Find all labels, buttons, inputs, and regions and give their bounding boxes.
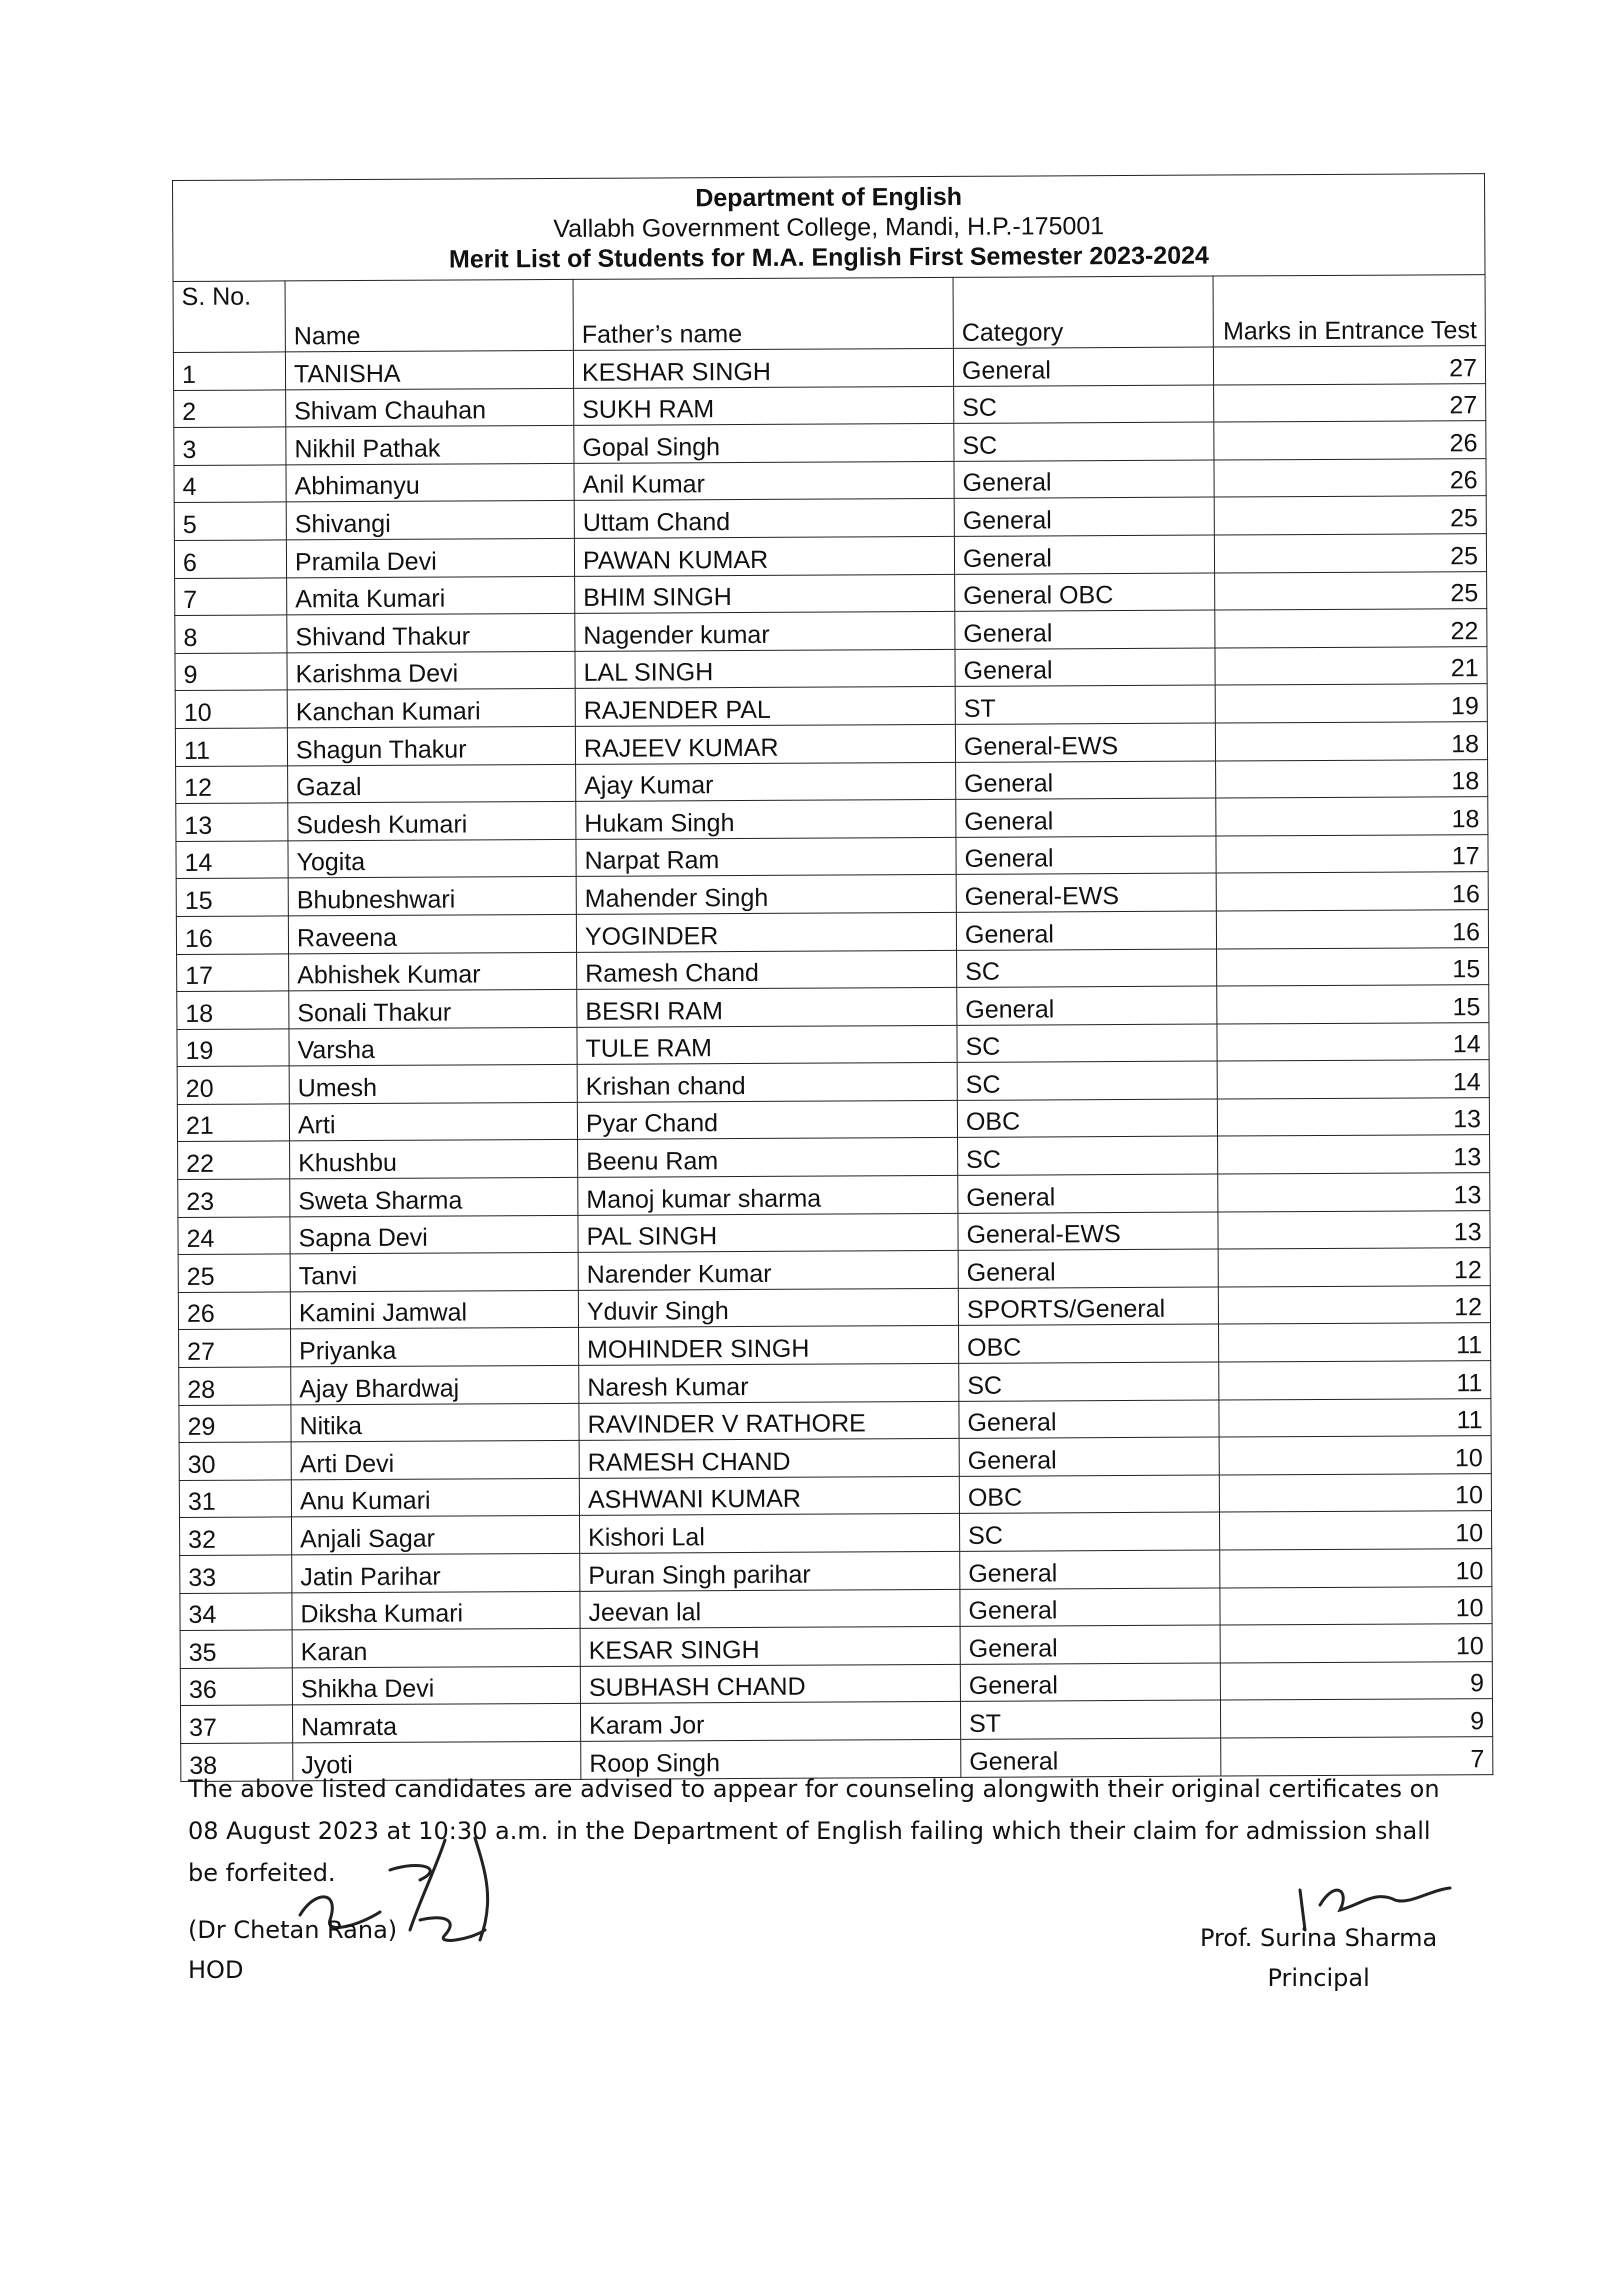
cell-name: Namrata [292, 1704, 580, 1743]
cell-marks: 18 [1216, 759, 1488, 798]
cell-category: General [956, 836, 1216, 875]
cell-sno: 18 [177, 991, 289, 1029]
cell-name: Arti Devi [291, 1441, 579, 1480]
cell-sno: 7 [175, 577, 287, 615]
cell-sno: 9 [175, 653, 287, 691]
cell-category: General [956, 798, 1216, 837]
cell-name: Jyoti [293, 1741, 581, 1780]
cell-name: Shikha Devi [292, 1666, 580, 1705]
col-header-name: Name [285, 279, 573, 352]
student-rows [173, 346, 1493, 1781]
cell-category: General [954, 460, 1214, 499]
cell-marks: 13 [1218, 1210, 1490, 1249]
cell-category: General [960, 1550, 1220, 1589]
cell-name: Shivangi [286, 501, 574, 540]
hod-title: HOD [188, 1956, 244, 1984]
department-title: Department of English [695, 182, 963, 213]
cell-father-name: Roop Singh [581, 1739, 961, 1779]
cell-category: General [960, 1625, 1220, 1664]
cell-name: Bhubneshwari [288, 877, 576, 916]
cell-name: Abhishek Kumar [289, 952, 577, 991]
cell-name: Nitika [291, 1403, 579, 1442]
cell-marks: 9 [1220, 1661, 1492, 1700]
cell-marks: 10 [1219, 1436, 1491, 1475]
cell-marks: 10 [1220, 1586, 1492, 1625]
cell-sno: 37 [180, 1705, 292, 1743]
cell-name: Yogita [288, 839, 576, 878]
cell-sno: 4 [174, 465, 286, 503]
cell-marks: 25 [1215, 571, 1487, 610]
cell-name: Ajay Bhardwaj [291, 1365, 579, 1404]
document-heading [173, 174, 1486, 282]
cell-father-name: TULE RAM [577, 1025, 957, 1065]
cell-sno: 13 [176, 803, 288, 841]
cell-category: General [956, 761, 1216, 800]
cell-name: TANISHA [285, 350, 573, 389]
cell-name: Sweta Sharma [290, 1177, 578, 1216]
cell-name: Khushbu [290, 1140, 578, 1179]
cell-sno: 14 [176, 841, 288, 879]
cell-father-name: Narender Kumar [578, 1251, 958, 1291]
column-header-row [173, 275, 1485, 353]
cell-marks: 11 [1219, 1361, 1491, 1400]
cell-name: Jatin Parihar [292, 1553, 580, 1592]
cell-father-name: KESAR SINGH [580, 1627, 960, 1667]
merit-list-table [172, 173, 1493, 1781]
cell-father-name: Gopal Singh [574, 424, 954, 464]
cell-marks: 18 [1216, 797, 1488, 836]
cell-category: General [958, 1174, 1218, 1213]
cell-sno: 22 [178, 1141, 290, 1179]
merit-list-title: Merit List of Students for M.A. English First Semester 2023-2024 [448, 241, 1209, 274]
cell-father-name: Ajay Kumar [576, 762, 956, 802]
cell-marks: 19 [1215, 684, 1487, 723]
cell-category: General [956, 911, 1216, 950]
cell-father-name: Yduvir Singh [578, 1288, 958, 1328]
cell-name: Amita Kumari [287, 576, 575, 615]
cell-category: SC [954, 422, 1214, 461]
col-header-category: Category [953, 276, 1213, 348]
cell-category: General [958, 1249, 1218, 1288]
cell-name: Nikhil Pathak [286, 426, 574, 465]
cell-marks: 18 [1215, 722, 1487, 761]
principal-name: Prof. Surina Sharma [1200, 1924, 1438, 1952]
cell-category: General [959, 1400, 1219, 1439]
cell-father-name: YOGINDER [576, 912, 956, 952]
cell-sno: 3 [174, 427, 286, 465]
cell-category: SC [957, 1024, 1217, 1063]
cell-marks: 12 [1218, 1285, 1490, 1324]
cell-marks: 22 [1215, 609, 1487, 648]
cell-father-name: Pyar Chand [577, 1100, 957, 1140]
cell-sno: 33 [180, 1555, 292, 1593]
cell-name: Sudesh Kumari [288, 802, 576, 841]
cell-sno: 2 [174, 390, 286, 428]
cell-sno: 38 [181, 1743, 293, 1781]
cell-name: Varsha [289, 1027, 577, 1066]
cell-sno: 5 [174, 502, 286, 540]
cell-sno: 1 [173, 352, 285, 390]
cell-marks: 13 [1218, 1173, 1490, 1212]
cell-category: General [954, 497, 1214, 536]
cell-marks: 13 [1217, 1097, 1489, 1136]
cell-father-name: Narpat Ram [576, 837, 956, 877]
cell-marks: 14 [1217, 1060, 1489, 1099]
cell-marks: 17 [1216, 834, 1488, 873]
cell-category: General [961, 1738, 1221, 1777]
cell-marks: 27 [1213, 346, 1485, 385]
cell-father-name: Naresh Kumar [579, 1363, 959, 1403]
cell-category: General OBC [955, 573, 1215, 612]
cell-father-name: Hukam Singh [576, 800, 956, 840]
cell-category: General [955, 648, 1215, 687]
cell-name: Pramila Devi [286, 538, 574, 577]
cell-father-name: Anil Kumar [574, 461, 954, 501]
cell-name: Anu Kumari [291, 1478, 579, 1517]
cell-name: Sonali Thakur [289, 989, 577, 1028]
cell-father-name: SUKH RAM [574, 386, 954, 426]
cell-marks: 15 [1217, 985, 1489, 1024]
cell-father-name: LAL SINGH [575, 649, 955, 689]
cell-name: Diksha Kumari [292, 1591, 580, 1630]
col-header-marks: Marks in Entrance Test [1213, 275, 1485, 347]
cell-category: SC [959, 1362, 1219, 1401]
cell-father-name: RAJENDER PAL [575, 687, 955, 727]
cell-category: ST [960, 1700, 1220, 1739]
cell-category: OBC [957, 1099, 1217, 1138]
cell-sno: 12 [176, 765, 288, 803]
cell-category: SC [954, 385, 1214, 424]
cell-sno: 19 [177, 1029, 289, 1067]
cell-father-name: Jeevan lal [580, 1589, 960, 1629]
cell-marks: 10 [1219, 1511, 1491, 1550]
cell-category: OBC [959, 1475, 1219, 1514]
cell-father-name: PAWAN KUMAR [574, 536, 954, 576]
cell-marks: 10 [1219, 1473, 1491, 1512]
cell-marks: 10 [1220, 1549, 1492, 1588]
principal-signatory [1200, 1918, 1437, 1998]
cell-name: Umesh [289, 1065, 577, 1104]
cell-category: General [953, 347, 1213, 386]
cell-father-name: Nagender kumar [575, 612, 955, 652]
cell-father-name: RAJEEV KUMAR [575, 724, 955, 764]
cell-father-name: Uttam Chand [574, 499, 954, 539]
cell-sno: 23 [178, 1179, 290, 1217]
cell-category: SC [957, 1061, 1217, 1100]
cell-name: Shivam Chauhan [286, 388, 574, 427]
cell-father-name: KESHAR SINGH [573, 348, 953, 388]
cell-marks: 16 [1216, 872, 1488, 911]
cell-category: ST [955, 685, 1215, 724]
cell-father-name: BHIM SINGH [575, 574, 955, 614]
cell-marks: 11 [1219, 1398, 1491, 1437]
cell-father-name: PAL SINGH [578, 1213, 958, 1253]
cell-category: General-EWS [958, 1212, 1218, 1251]
cell-category: General [954, 535, 1214, 574]
hod-signatory [188, 1910, 397, 1990]
cell-name: Arti [289, 1102, 577, 1141]
cell-sno: 24 [178, 1217, 290, 1255]
cell-marks: 11 [1219, 1323, 1491, 1362]
cell-marks: 27 [1214, 383, 1486, 422]
title-row [173, 174, 1486, 282]
cell-marks: 21 [1215, 646, 1487, 685]
cell-category: General [960, 1588, 1220, 1627]
cell-sno: 11 [175, 728, 287, 766]
cell-name: Abhimanyu [286, 463, 574, 502]
cell-sno: 8 [175, 615, 287, 653]
hod-name: (Dr Chetan Rana) [188, 1916, 398, 1944]
cell-sno: 16 [176, 916, 288, 954]
cell-marks: 26 [1214, 421, 1486, 460]
cell-name: Raveena [288, 914, 576, 953]
cell-name: Sapna Devi [290, 1215, 578, 1254]
cell-father-name: Krishan chand [577, 1063, 957, 1103]
cell-name: Tanvi [290, 1253, 578, 1292]
cell-sno: 35 [180, 1630, 292, 1668]
principal-title: Principal [1267, 1964, 1370, 1992]
cell-category: General-EWS [955, 723, 1215, 762]
cell-category: SC [958, 1137, 1218, 1176]
cell-category: General [955, 610, 1215, 649]
cell-father-name: RAMESH CHAND [579, 1439, 959, 1479]
cell-sno: 30 [179, 1442, 291, 1480]
cell-name: Anjali Sagar [292, 1516, 580, 1555]
cell-marks: 13 [1218, 1135, 1490, 1174]
cell-category: SC [959, 1512, 1219, 1551]
cell-marks: 10 [1220, 1624, 1492, 1663]
cell-marks: 25 [1214, 534, 1486, 573]
cell-name: Gazal [288, 764, 576, 803]
cell-sno: 26 [178, 1292, 290, 1330]
cell-father-name: Puran Singh parihar [580, 1551, 960, 1591]
cell-sno: 20 [177, 1066, 289, 1104]
cell-sno: 10 [175, 690, 287, 728]
cell-sno: 17 [177, 953, 289, 991]
cell-sno: 25 [178, 1254, 290, 1292]
cell-marks: 7 [1221, 1737, 1493, 1776]
cell-category: SPORTS/General [958, 1287, 1218, 1326]
cell-sno: 21 [177, 1104, 289, 1142]
college-address: Vallabh Government College, Mandi, H.P.-175001 [553, 212, 1105, 244]
cell-sno: 15 [176, 878, 288, 916]
cell-marks: 9 [1220, 1699, 1492, 1738]
cell-marks: 12 [1218, 1248, 1490, 1287]
cell-name: Kamini Jamwal [290, 1290, 578, 1329]
col-header-father: Father’s name [573, 277, 953, 350]
cell-father-name: SUBHASH CHAND [580, 1664, 960, 1704]
cell-father-name: Manoj kumar sharma [578, 1175, 958, 1215]
cell-father-name: RAVINDER V RATHORE [579, 1401, 959, 1441]
cell-father-name: BESRI RAM [577, 987, 957, 1027]
cell-marks: 26 [1214, 458, 1486, 497]
cell-sno: 36 [180, 1668, 292, 1706]
cell-sno: 27 [179, 1329, 291, 1367]
cell-name: Karishma Devi [287, 651, 575, 690]
counseling-notice: The above listed candidates are advised to appear for counseling alongwith their original certificates on 08 August 2023 at 10:30 a.m. in the Department of English failing which their claim for admission shall be forfeited. [188, 1775, 1440, 1887]
cell-sno: 34 [180, 1592, 292, 1630]
cell-sno: 28 [179, 1367, 291, 1405]
cell-father-name: Beenu Ram [578, 1138, 958, 1178]
cell-category: General-EWS [956, 873, 1216, 912]
cell-marks: 15 [1217, 947, 1489, 986]
cell-father-name: Ramesh Chand [577, 950, 957, 990]
cell-category: General [959, 1437, 1219, 1476]
cell-sno: 6 [174, 540, 286, 578]
cell-sno: 29 [179, 1405, 291, 1443]
cell-category: OBC [959, 1324, 1219, 1363]
cell-marks: 25 [1214, 496, 1486, 535]
cell-category: SC [957, 949, 1217, 988]
cell-father-name: Kishori Lal [579, 1514, 959, 1554]
cell-name: Priyanka [291, 1328, 579, 1367]
cell-name: Shagun Thakur [287, 726, 575, 765]
cell-name: Kanchan Kumari [287, 689, 575, 728]
cell-sno: 32 [180, 1517, 292, 1555]
cell-father-name: ASHWANI KUMAR [579, 1476, 959, 1516]
cell-marks: 14 [1217, 1022, 1489, 1061]
cell-sno: 31 [179, 1480, 291, 1518]
cell-father-name: Mahender Singh [576, 875, 956, 915]
cell-marks: 16 [1216, 910, 1488, 949]
cell-father-name: MOHINDER SINGH [579, 1326, 959, 1366]
cell-name: Karan [292, 1629, 580, 1668]
cell-category: General [957, 986, 1217, 1025]
cell-father-name: Karam Jor [580, 1702, 960, 1742]
cell-category: General [960, 1663, 1220, 1702]
col-header-sno: S. No. [173, 281, 285, 353]
cell-name: Shivand Thakur [287, 614, 575, 653]
